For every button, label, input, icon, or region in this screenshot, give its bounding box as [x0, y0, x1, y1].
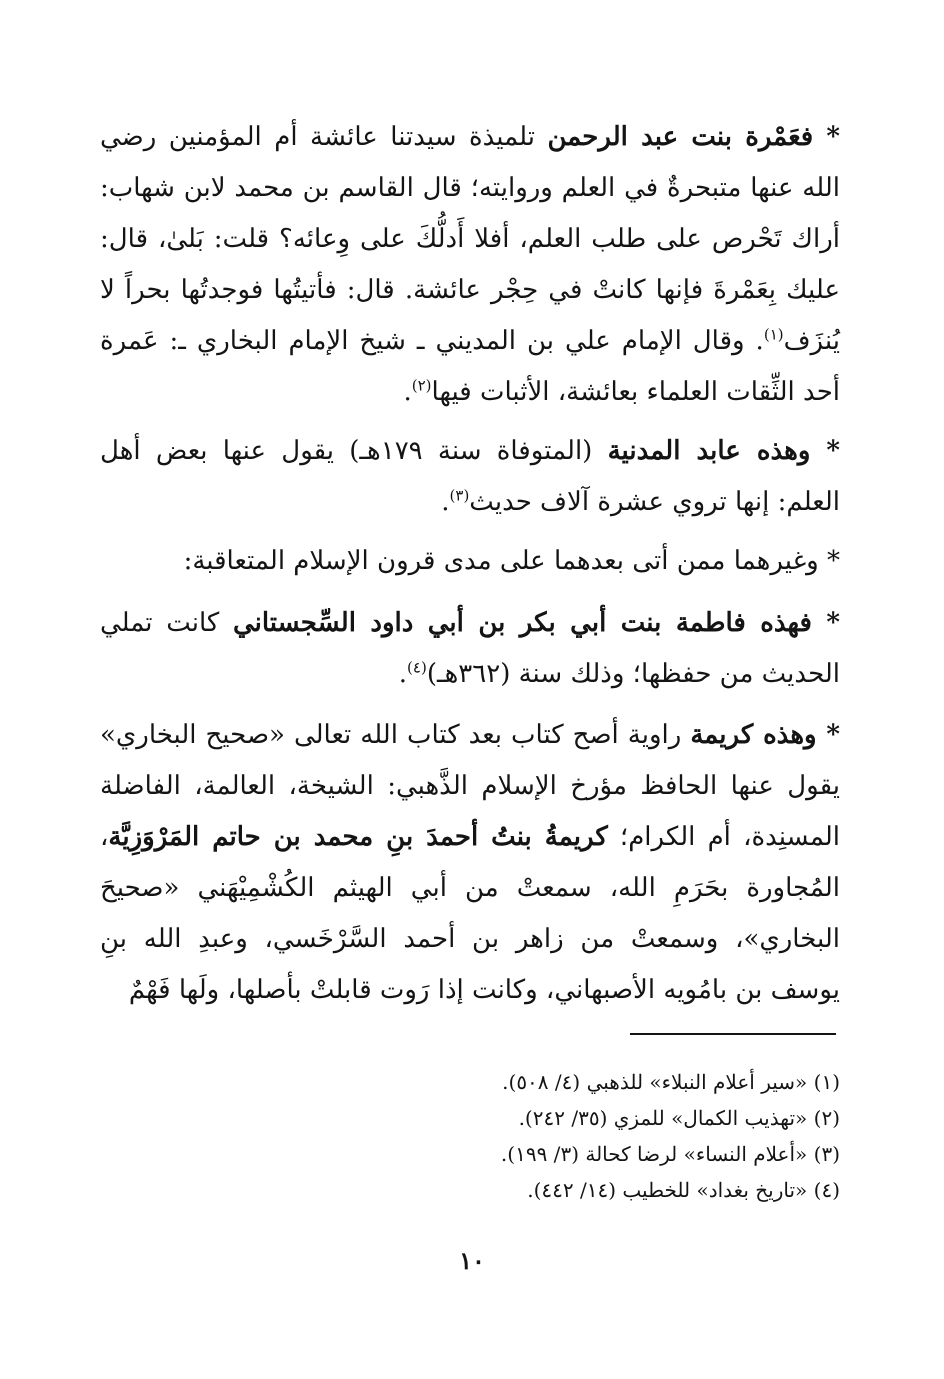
- page-number: ١٠: [459, 1246, 485, 1275]
- footnote-item: (٤) «تاريخ بغداد» للخطيب (١٤/ ٤٤٢).: [527, 1178, 840, 1202]
- paragraph-tail: .: [441, 487, 450, 517]
- footnote-item: (٣) «أعلام النساء» لرضا كحالة (٣/ ١٩٩).: [500, 1142, 840, 1166]
- footnote-item: (١) «سير أعلام النبلاء» للذهبي (٤/ ٥٠٨).: [502, 1070, 840, 1094]
- bold-name: كريمةُ بنتُ أحمدَ بنِ محمد بن حاتم المَرْوَزِيَّة: [108, 822, 608, 852]
- paragraph-tail: .: [403, 377, 412, 407]
- paragraph-others: [100, 536, 840, 587]
- paragraph-text: ، المُجاورة بحَرَمِ الله، سمعتْ من أبي الهيثم الكُشْمِيْهَني «صحيحَ البخاري»، وسمعتْ من زاهر بن أحمد السَّرْخَسي، وعبدِ الله بنِ يوسف بن بامُويه الأصبهاني، وكانت إذا رَوت قابلتْ بأصلها، ولَها فَهْمٌ: [100, 822, 840, 1005]
- footnote-ref[interactable]: (٤): [407, 658, 427, 677]
- paragraph-text: كانت تملي الحديث من حفظها؛ وذلك سنة (٣٦٢هـ): [100, 608, 840, 689]
- footnotes-list: [100, 1064, 840, 1208]
- paragraph-abida: [100, 426, 840, 528]
- paragraph-amra: [100, 112, 840, 418]
- paragraph-karima: [100, 710, 840, 1016]
- paragraph-lead: * وهذه عابد المدنية: [607, 436, 841, 466]
- paragraph-text: (المتوفاة سنة ١٧٩هـ) يقول عنها بعض أهل العلم: إنها تروي عشرة آلاف حديث: [100, 436, 840, 517]
- paragraph-fatima: [100, 598, 840, 700]
- footnote-ref[interactable]: (٣): [449, 486, 470, 505]
- paragraph-lead: * فهذه فاطمة بنت أبي بكر بن أبي داود السِّجستاني: [232, 608, 840, 638]
- footnote-divider: [630, 1033, 836, 1035]
- paragraph-text: تلميذة سيدتنا عائشة أم المؤمنين رضي الله عنها متبحرةٌ في العلم وروايته؛ قال القاسم بن محمد لابن شهاب: أراك تَحْرص على طلب العلم، أفلا أَدلُّكَ على وِعائه؟ قلت: بَلىٰ، قال: عليك بِعَمْرةَ فإنها كانتْ في حِجْر عائشة. قال: فأتيتُها فوجدتُها بحراً لا يُنزَف: [100, 122, 840, 356]
- paragraph-tail: .: [398, 659, 408, 689]
- paragraph-text: راوية أصح كتاب بعد كتاب الله تعالى «صحيح البخاري» يقول عنها الحافظ مؤرخ الإسلام الذَّهبي: الشيخة، العالمة، الفاضلة المسنِدة، أم الكرام؛: [100, 720, 840, 852]
- paragraph-lead: * فعَمْرة بنت عبد الرحمن: [547, 122, 841, 152]
- paragraph-text: . وقال الإمام علي بن المديني ـ شيخ الإمام البخاري ـ: عَمرة أحد الثِّقات العلماء بعائشة، الأثبات فيها: [100, 326, 840, 407]
- footnote-ref[interactable]: (١): [763, 325, 784, 344]
- paragraph-text: * وغيرهما ممن أتى بعدهما على مدى قرون الإسلام المتعاقبة:: [183, 546, 840, 576]
- footnote-item: (٢) «تهذيب الكمال» للمزي (٣٥/ ٢٤٢).: [518, 1106, 840, 1130]
- paragraph-lead: * وهذه كريمة: [690, 720, 841, 750]
- footnote-ref[interactable]: (٢): [411, 376, 432, 395]
